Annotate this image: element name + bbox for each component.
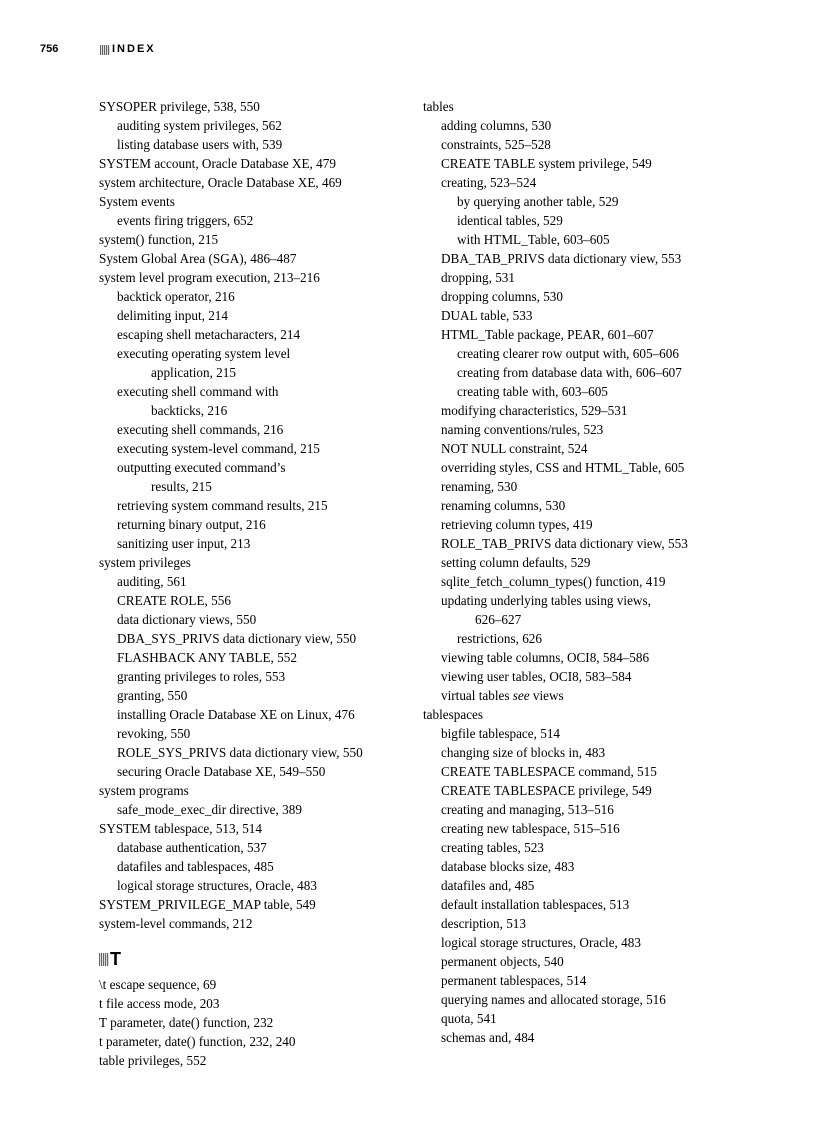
index-entry-text: viewing user tables, OCI8, 583–584 bbox=[441, 669, 632, 684]
index-entry bbox=[423, 762, 723, 781]
index-entry-text: securing Oracle Database XE, 549–550 bbox=[117, 764, 326, 779]
index-entry-continuation: backticks, 216 bbox=[151, 403, 228, 418]
index-entry bbox=[99, 553, 417, 572]
index-entry-text: SYSTEM tablespace, 513, 514 bbox=[99, 821, 262, 836]
index-entry-text: updating underlying tables using views, bbox=[441, 593, 651, 608]
index-entry bbox=[99, 439, 417, 458]
index-entry-text: adding columns, 530 bbox=[441, 118, 552, 133]
index-entry bbox=[99, 743, 417, 762]
index-entry bbox=[423, 249, 723, 268]
index-entry bbox=[423, 287, 723, 306]
index-entry-text: bigfile tablespace, 514 bbox=[441, 726, 561, 741]
index-entry bbox=[423, 781, 723, 800]
index-entry bbox=[99, 97, 417, 116]
index-entry bbox=[99, 192, 417, 211]
index-entry-text: DBA_TAB_PRIVS data dictionary view, 553 bbox=[441, 251, 682, 266]
index-entry-text: backtick operator, 216 bbox=[117, 289, 235, 304]
index-entry-text: CREATE TABLESPACE command, 515 bbox=[441, 764, 657, 779]
index-entry bbox=[99, 819, 417, 838]
index-entry bbox=[423, 914, 723, 933]
section-marker-icon bbox=[100, 45, 110, 55]
index-entry-text: sanitizing user input, 213 bbox=[117, 536, 251, 551]
index-entry bbox=[99, 496, 417, 515]
index-entry bbox=[423, 819, 723, 838]
index-entry bbox=[423, 800, 723, 819]
index-entry bbox=[99, 154, 417, 173]
index-entry-text: logical storage structures, Oracle, 483 bbox=[117, 878, 317, 893]
index-entry bbox=[99, 344, 417, 382]
index-entry bbox=[423, 933, 723, 952]
index-entry bbox=[99, 458, 417, 496]
index-entry bbox=[423, 268, 723, 287]
index-entry-text: system privileges bbox=[99, 555, 191, 570]
index-entry bbox=[423, 325, 723, 344]
index-entry bbox=[99, 1032, 417, 1051]
index-entry bbox=[99, 420, 417, 439]
index-entry bbox=[423, 895, 723, 914]
index-entry bbox=[99, 211, 417, 230]
index-entry-text: CREATE ROLE, 556 bbox=[117, 593, 231, 608]
index-entry-text: executing operating system level bbox=[117, 346, 291, 361]
index-entry-text: t parameter, date() function, 232, 240 bbox=[99, 1034, 296, 1049]
index-entry-text: creating clearer row output with, 605–606 bbox=[457, 346, 679, 361]
index-entry bbox=[423, 230, 723, 249]
index-entry bbox=[99, 667, 417, 686]
index-entry bbox=[99, 686, 417, 705]
index-entry-text: System Global Area (SGA), 486–487 bbox=[99, 251, 297, 266]
index-entry-text: system programs bbox=[99, 783, 189, 798]
index-entry bbox=[423, 667, 723, 686]
index-entry bbox=[99, 268, 417, 287]
index-entry-text: system level program execution, 213–216 bbox=[99, 270, 320, 285]
index-entry bbox=[99, 914, 417, 933]
index-entry bbox=[423, 952, 723, 971]
index-entry-text: granting, 550 bbox=[117, 688, 188, 703]
index-entry bbox=[423, 591, 723, 629]
index-entry bbox=[99, 838, 417, 857]
index-entry-text: escaping shell metacharacters, 214 bbox=[117, 327, 301, 342]
index-entry bbox=[423, 173, 723, 192]
index-entry bbox=[99, 1013, 417, 1032]
index-entry bbox=[423, 401, 723, 420]
index-entry-text: delimiting input, 214 bbox=[117, 308, 228, 323]
index-entry bbox=[423, 496, 723, 515]
index-entry bbox=[99, 515, 417, 534]
index-entry-text: database blocks size, 483 bbox=[441, 859, 575, 874]
index-entry-text: tablespaces bbox=[423, 707, 484, 722]
index-entry bbox=[99, 382, 417, 420]
index-entry bbox=[99, 306, 417, 325]
index-entry-text: creating new tablespace, 515–516 bbox=[441, 821, 620, 836]
index-entry-text: CREATE TABLESPACE privilege, 549 bbox=[441, 783, 652, 798]
index-entry-continuation: application, 215 bbox=[151, 365, 236, 380]
index-entry-text: auditing, 561 bbox=[117, 574, 187, 589]
see-target: views bbox=[529, 688, 564, 703]
index-entry bbox=[99, 325, 417, 344]
index-entry-text: installing Oracle Database XE on Linux, 476 bbox=[117, 707, 355, 722]
index-entry-text: creating tables, 523 bbox=[441, 840, 544, 855]
index-entry-text: overriding styles, CSS and HTML_Table, 605 bbox=[441, 460, 685, 475]
index-entry-text: granting privileges to roles, 553 bbox=[117, 669, 286, 684]
index-entry-text: system-level commands, 212 bbox=[99, 916, 253, 931]
index-entry bbox=[99, 705, 417, 724]
index-entry-text: retrieving system command results, 215 bbox=[117, 498, 328, 513]
index-entry-text: setting column defaults, 529 bbox=[441, 555, 591, 570]
index-entry bbox=[423, 116, 723, 135]
section-letter: T bbox=[110, 949, 121, 969]
index-entry-text: creating from database data with, 606–607 bbox=[457, 365, 682, 380]
index-entry-text: logical storage structures, Oracle, 483 bbox=[441, 935, 641, 950]
index-entry-text: executing shell commands, 216 bbox=[117, 422, 284, 437]
index-entry-text: system architecture, Oracle Database XE, 469 bbox=[99, 175, 342, 190]
index-entry-text: dropping, 531 bbox=[441, 270, 515, 285]
index-entry-text: returning binary output, 216 bbox=[117, 517, 266, 532]
index-entry bbox=[423, 838, 723, 857]
index-entry-text: SYSTEM_PRIVILEGE_MAP table, 549 bbox=[99, 897, 316, 912]
index-entry bbox=[423, 344, 723, 363]
index-entry-text: auditing system privileges, 562 bbox=[117, 118, 282, 133]
index-entry bbox=[423, 971, 723, 990]
index-entry-text: with HTML_Table, 603–605 bbox=[457, 232, 610, 247]
index-entry-text: FLASHBACK ANY TABLE, 552 bbox=[117, 650, 297, 665]
index-column-left bbox=[99, 97, 417, 1070]
index-entry-text: sqlite_fetch_column_types() function, 419 bbox=[441, 574, 666, 589]
index-entry-continuation: 626–627 bbox=[475, 612, 522, 627]
index-entry-text: t file access mode, 203 bbox=[99, 996, 220, 1011]
index-entry-text: viewing table columns, OCI8, 584–586 bbox=[441, 650, 650, 665]
index-entry bbox=[423, 1028, 723, 1047]
index-entry-text: by querying another table, 529 bbox=[457, 194, 619, 209]
index-entry bbox=[423, 553, 723, 572]
index-entry-text: System events bbox=[99, 194, 175, 209]
index-entry-text: datafiles and tablespaces, 485 bbox=[117, 859, 274, 874]
index-entry-text: DBA_SYS_PRIVS data dictionary view, 550 bbox=[117, 631, 357, 646]
index-entry bbox=[99, 173, 417, 192]
index-entry-text: NOT NULL constraint, 524 bbox=[441, 441, 588, 456]
index-entry bbox=[99, 249, 417, 268]
section-letter-heading bbox=[99, 949, 417, 971]
index-entry bbox=[423, 534, 723, 553]
index-entry bbox=[423, 363, 723, 382]
index-entry bbox=[423, 439, 723, 458]
index-entry-text: SYSTEM account, Oracle Database XE, 479 bbox=[99, 156, 336, 171]
index-entry bbox=[423, 515, 723, 534]
index-entry bbox=[99, 800, 417, 819]
index-entry bbox=[99, 230, 417, 249]
index-entry bbox=[99, 116, 417, 135]
index-entry-text: ROLE_TAB_PRIVS data dictionary view, 553 bbox=[441, 536, 688, 551]
index-entry-text: \t escape sequence, 69 bbox=[99, 977, 217, 992]
index-entry bbox=[99, 629, 417, 648]
index-entry bbox=[423, 192, 723, 211]
index-entry-text: permanent tablespaces, 514 bbox=[441, 973, 587, 988]
index-entry bbox=[99, 534, 417, 553]
index-entry-text: SYSOPER privilege, 538, 550 bbox=[99, 99, 260, 114]
index-entry-text: renaming columns, 530 bbox=[441, 498, 566, 513]
index-entry bbox=[99, 895, 417, 914]
index-entry bbox=[99, 857, 417, 876]
index-entry-text: schemas and, 484 bbox=[441, 1030, 535, 1045]
index-entry bbox=[99, 572, 417, 591]
index-entry-text: data dictionary views, 550 bbox=[117, 612, 257, 627]
index-entry-text: tables bbox=[423, 99, 454, 114]
index-entry-text: database authentication, 537 bbox=[117, 840, 267, 855]
index-entry bbox=[99, 994, 417, 1013]
index-entry-text: DUAL table, 533 bbox=[441, 308, 533, 323]
index-entry-text: changing size of blocks in, 483 bbox=[441, 745, 606, 760]
index-entry bbox=[423, 724, 723, 743]
index-entry bbox=[423, 705, 723, 724]
index-entry bbox=[423, 211, 723, 230]
index-entry-text: revoking, 550 bbox=[117, 726, 191, 741]
index-entry bbox=[99, 287, 417, 306]
index-entry-text: identical tables, 529 bbox=[457, 213, 563, 228]
index-entry-text: datafiles and, 485 bbox=[441, 878, 535, 893]
index-entry-text: system() function, 215 bbox=[99, 232, 219, 247]
index-entry bbox=[99, 975, 417, 994]
index-entry bbox=[99, 762, 417, 781]
index-entry-text: listing database users with, 539 bbox=[117, 137, 283, 152]
index-entry bbox=[423, 876, 723, 895]
index-entry bbox=[423, 420, 723, 439]
index-entry bbox=[423, 648, 723, 667]
index-entry-text: events firing triggers, 652 bbox=[117, 213, 254, 228]
index-entry bbox=[423, 990, 723, 1009]
index-entry-text: CREATE TABLE system privilege, 549 bbox=[441, 156, 652, 171]
index-entry-text: description, 513 bbox=[441, 916, 526, 931]
index-entry bbox=[423, 629, 723, 648]
index-entry-text: dropping columns, 530 bbox=[441, 289, 563, 304]
index-entry-text: ROLE_SYS_PRIVS data dictionary view, 550 bbox=[117, 745, 363, 760]
see-reference: see bbox=[512, 688, 530, 703]
index-entry bbox=[99, 591, 417, 610]
index-entry bbox=[99, 610, 417, 629]
index-entry bbox=[99, 876, 417, 895]
index-entry bbox=[99, 648, 417, 667]
page-number: 756 bbox=[40, 43, 59, 55]
index-entry bbox=[423, 97, 723, 116]
index-entry-text: modifying characteristics, 529–531 bbox=[441, 403, 628, 418]
index-entry-text: virtual tables bbox=[441, 688, 513, 703]
index-entry-continuation: results, 215 bbox=[151, 479, 212, 494]
index-entry bbox=[423, 477, 723, 496]
index-entry bbox=[99, 1051, 417, 1070]
index-entry bbox=[423, 572, 723, 591]
index-entry-text: default installation tablespaces, 513 bbox=[441, 897, 630, 912]
index-entry-text: naming conventions/rules, 523 bbox=[441, 422, 604, 437]
index-entry bbox=[423, 857, 723, 876]
index-entry bbox=[423, 382, 723, 401]
index-entry-text: outputting executed command’s bbox=[117, 460, 286, 475]
running-head: INDEX bbox=[112, 43, 156, 55]
index-entry bbox=[99, 135, 417, 154]
index-entry-text: executing system-level command, 215 bbox=[117, 441, 320, 456]
index-entry bbox=[99, 724, 417, 743]
index-entry-text: querying names and allocated storage, 516 bbox=[441, 992, 666, 1007]
index-entry-text: creating and managing, 513–516 bbox=[441, 802, 614, 817]
index-entry bbox=[423, 458, 723, 477]
index-entry-text: creating table with, 603–605 bbox=[457, 384, 608, 399]
index-entry-text: creating, 523–524 bbox=[441, 175, 537, 190]
index-entry bbox=[423, 686, 723, 705]
index-entry-text: T parameter, date() function, 232 bbox=[99, 1015, 274, 1030]
index-column-right bbox=[423, 97, 723, 1047]
index-entry bbox=[423, 154, 723, 173]
index-entry-text: table privileges, 552 bbox=[99, 1053, 207, 1068]
index-entry-text: constraints, 525–528 bbox=[441, 137, 551, 152]
index-entry bbox=[99, 781, 417, 800]
index-entry-text: permanent objects, 540 bbox=[441, 954, 564, 969]
index-entry-text: HTML_Table package, PEAR, 601–607 bbox=[441, 327, 654, 342]
index-entry-text: safe_mode_exec_dir directive, 389 bbox=[117, 802, 302, 817]
index-entry bbox=[423, 743, 723, 762]
index-entry bbox=[423, 1009, 723, 1028]
index-entry-text: retrieving column types, 419 bbox=[441, 517, 593, 532]
index-entry-text: renaming, 530 bbox=[441, 479, 518, 494]
index-entry bbox=[423, 135, 723, 154]
index-entry-text: quota, 541 bbox=[441, 1011, 497, 1026]
index-entry-text: restrictions, 626 bbox=[457, 631, 542, 646]
index-entry-text: executing shell command with bbox=[117, 384, 279, 399]
index-entry bbox=[423, 306, 723, 325]
section-marker-icon bbox=[99, 953, 109, 966]
